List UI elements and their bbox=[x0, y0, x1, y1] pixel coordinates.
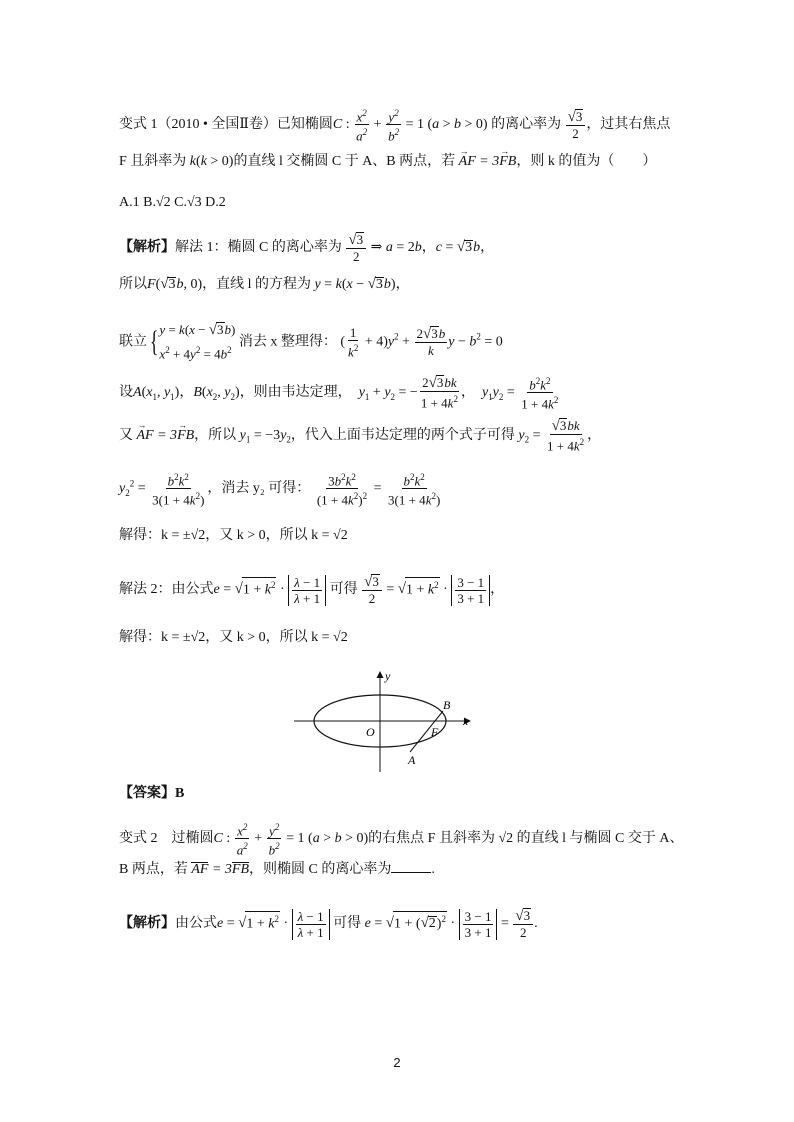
ellipse-figure bbox=[290, 668, 480, 778]
problem-1-line-1: 变式 1（2010 • 全国Ⅱ卷）已知椭圆C : $\frac{x^2}{a^2}$ + $\frac{y^2}{b^2}$ = 1 (a > b > 0) 的离心率为 $\frac{√3}{2}$ ，过其右焦点 bbox=[119, 108, 671, 144]
vector-equation: → AF = 3→ FB bbox=[459, 154, 517, 169]
solution-2-line: 解法 2：由公式$e = √1 + k^2$ · $\frac{\lambda - 1}{\lambda + 1}$ 可得 $\frac{√3}{2}$ = $√1 + k^2$ · $\frac{3 - 1}{3 + 1}$ ， bbox=[119, 574, 505, 606]
solution-1-system: 联立{ y = k(x − √3b) $x^2 + 4y^2 = 4b^2$ 消去 x 整理得： ( $\frac{1}{k^2}$ + $4)y^2$ + $\frac{2√3b}{k}$ $y - b^2 = 0$ bbox=[119, 322, 503, 362]
analysis-tag: 【解析】 bbox=[119, 240, 175, 256]
origin-label: O bbox=[366, 725, 375, 739]
problem-1-eccentricity-label: 的离心率为 bbox=[491, 117, 562, 133]
problem-1-line2-c: ，则 k 的值为（ ） bbox=[516, 154, 657, 169]
solution-2-result: 解得：k = ±√2，又 k > 0，所以 k = √2 bbox=[119, 630, 348, 645]
page-number: 2 bbox=[393, 1055, 401, 1070]
problem-1-line2-a: F 且斜率为 bbox=[119, 154, 187, 169]
frac-sqrt3-2: $\frac{√3}{2}$ bbox=[566, 109, 586, 141]
ellipse-equation: C bbox=[332, 117, 343, 133]
problem-1-options: A.1 B.√2 C.√3 D.2 bbox=[119, 195, 226, 210]
problem-1-line-2: F 且斜率为 k(k > 0)的直线 l 交椭圆 C 于 A、B 两点，若 → AF = 3→ FB，则 k 的值为（ ） bbox=[119, 152, 656, 172]
solution-3-line: 【解析】由公式$e = √1 + k^2$ · $\frac{\lambda - 1}{\lambda + 1}$ 可得 $e = √1 + (√2)^2$ · $\frac{3 - 1}{3 + 1}$ = $\frac{√3}{2}$ . bbox=[119, 908, 538, 940]
solution-1-line-1: 【解析】解法 1：椭圆 C 的离心率为 $\frac{√3}{2}$ ⇒ a = 2b，c = √3b， bbox=[119, 232, 495, 264]
problem-1-line2-b: 的直线 l 交椭圆 C 于 A、B 两点，若 bbox=[233, 154, 456, 169]
solution-1-result: 解得：k = ±√2，又 k > 0，所以 k = √2 bbox=[119, 528, 348, 543]
frac-x2-a2: $\frac{x^2}{a^2}$ bbox=[356, 108, 368, 144]
problem-2-line-1: 变式 2 过椭圆C : $\frac{x^2}{a^2}$ + $\frac{y^2}{b^2}$ = 1 (a > b > 0)的右焦点 F 且斜率为 √2 的直线 l 与椭圆 C 交于 A、 bbox=[119, 822, 684, 858]
y-label: y bbox=[385, 669, 391, 683]
point-a-label: A bbox=[408, 753, 416, 767]
solution-1-eliminate: $y_2^2$ = $\frac{b^2k^2}{3(1 + 4k^2)}$ ，消去 y₂ 可得： $\frac{3b^2k^2}{(1 + 4k^2)^2}$ = $\frac{b^2k^2}{3(1 + 4k^2)}$ bbox=[119, 472, 441, 508]
solution-1-vieta: 设$A(x_1$, $y_1$)，$B(x_2$, $y_2$)，则由韦达定理， $y_1 + y_2$ = − $\frac{2√3bk}{1 + 4k^2}$ ， $y_1y_2$ = $\frac{b^2k^2}{1 + 4k^2}$ bbox=[119, 375, 559, 412]
problem-2-line-2: B 两点，若 AF = 3FB，则椭圆 C 的离心率为 . bbox=[119, 862, 435, 877]
focus-f-label: F bbox=[431, 725, 439, 739]
solution-1-substitute: 又 → AF = 3→ FB，所以 $y_1 = -3y_2$，代入上面韦达定理的两个式子可得 $y_2$ = $\frac{√3bk}{1 + 4k^2}$ ， bbox=[119, 418, 601, 453]
answer-line: 【答案】B bbox=[119, 786, 185, 801]
solution-1-line-2: 所以F(√3b, 0)，直线 l 的方程为 y = k(x − √3b)， bbox=[119, 276, 410, 292]
problem-1-tail: ，过其右焦点 bbox=[586, 117, 671, 133]
point-b-label: B bbox=[443, 698, 451, 712]
answer-blank bbox=[391, 860, 431, 873]
frac-y2-b2: $\frac{y^2}{b^2}$ bbox=[388, 108, 400, 144]
solution-1-head: 解法 1：椭圆 C 的离心率为 bbox=[175, 240, 342, 256]
problem-1-intro: 变式 1（2010 • 全国Ⅱ卷）已知椭圆 bbox=[119, 117, 333, 133]
x-label: x bbox=[463, 714, 469, 728]
